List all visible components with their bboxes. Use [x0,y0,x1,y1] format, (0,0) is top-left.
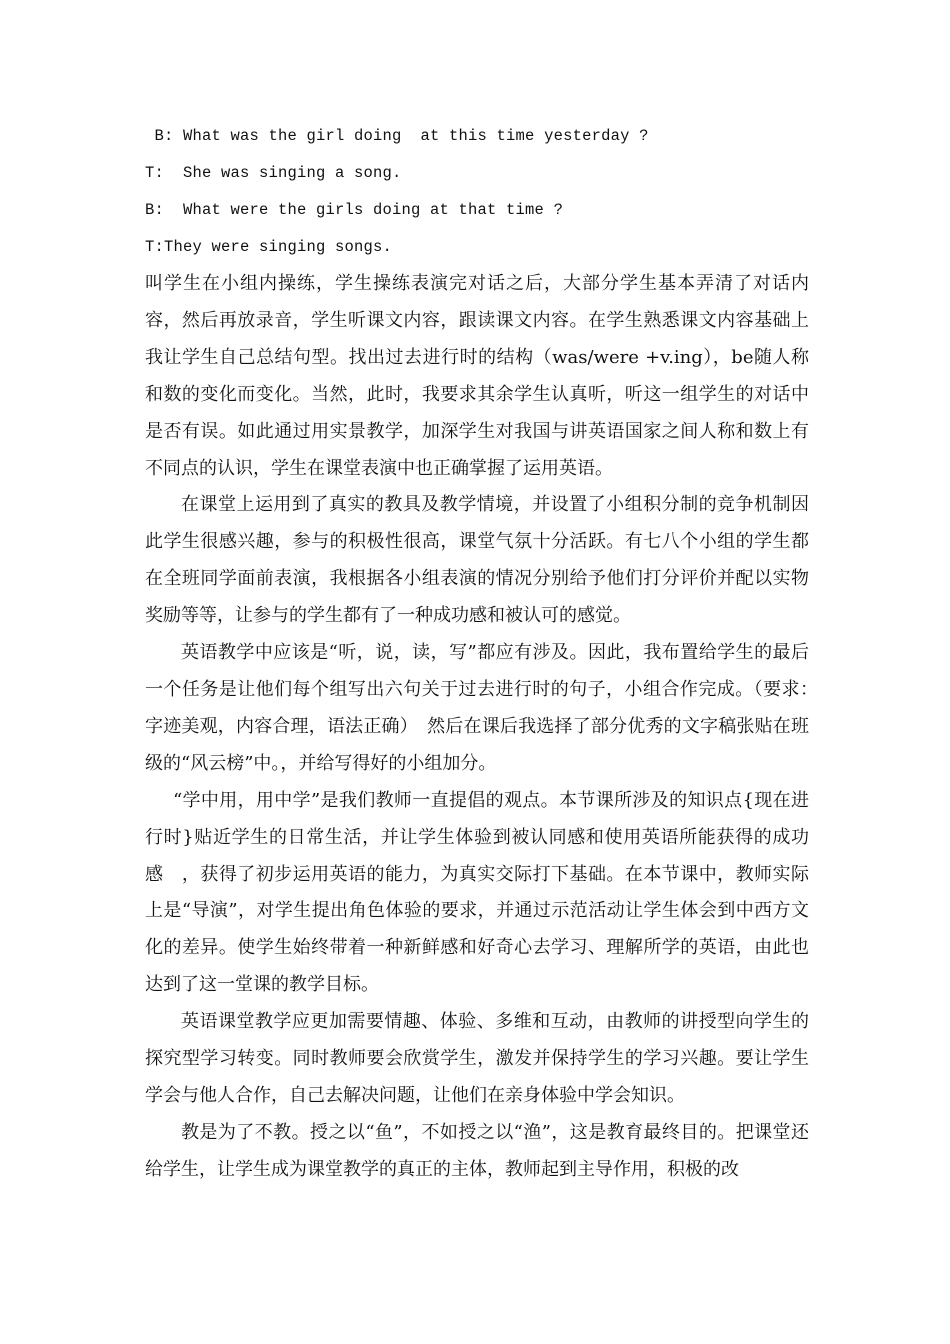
dialogue-line-2: T: She was singing a song. [145,164,402,182]
dialogue-line-3: B: What were the girls doing at that time ? [145,201,564,219]
paragraph-2: 在课堂上运用到了真实的教具及教学情境，并设置了小组积分制的竞争机制因此学生很感兴趣，参与的积极性很高，课堂气氛十分活跃。有七八个小组的学生都在全班同学面前表演，我根据各小组表演的情况分别给予他们打分评价并配以实物奖励等等，让参与的学生都有了一种成功感和被认可的感觉。 [145,494,809,627]
paragraph-5: 英语课堂教学应更加需要情趣、体验、多维和互动，由教师的讲授型向学生的探究型学习转变。同时教师要会欣赏学生，激发并保持学生的学习兴趣。要让学生学会与他人合作，自己去解决问题，让他们在亲身体验中学会知识。 [145,1011,809,1106]
paragraph-6: 教是为了不教。授之以“鱼”，不如授之以“渔”，这是教育最终目的。把课堂还给学生，让学生成为课堂教学的真正的主体，教师起到主导作用，积极的改 [145,1121,809,1180]
paragraph-1: 叫学生在小组内操练，学生操练表演完对话之后，大部分学生基本弄清了对话内容，然后再放录音，学生听课文内容，跟读课文内容。在学生熟悉课文内容基础上我让学生自己总结句型。找出过去进行时的结构（was/were +v.ing），be随人称和数的变化而变化。当然，此时，我要求其余学生认真听，听这一组学生的对话中是否有误。如此通过用实景教学，加深学生对我国与讲英语国家之间人称和数上有不同点的认识，学生在课堂表演中也正确掌握了运用英语。 [145,273,809,479]
paragraph-4: “学中用，用中学”是我们教师一直提倡的观点。本节课所涉及的知识点{现在进行时}贴近学生的日常生活，并让学生体验到被认同感和使用英语所能获得的成功感 ，获得了初步运用英语的能力，为真实交际打下基础。在本节课中，教师实际上是“导演”，对学生提出角色体验的要求，并通过示范活动让学生体会到中西方文化的差异。使学生始终带着一种新鲜感和好奇心去学习、理解所学的英语，由此也达到了这一堂课的教学目标。 [145,789,809,996]
dialogue-line-4: T:They were singing songs. [145,238,393,256]
paragraph-3: 英语教学中应该是“听，说，读，写”都应有涉及。因此，我布置给学生的最后一个任务是让他们每个组写出六句关于过去进行时的句子，小组合作完成。（要求： 字迹美观，内容合理，语法正确） 然后在课后我选择了部分优秀的文字稿张贴在班级的“风云榜”中。，并给写得好的小组加分。 [145,642,827,774]
dialogue-line-1: B: What was the girl doing at this time yesterday ? [145,127,649,145]
body-text [145,266,827,1189]
